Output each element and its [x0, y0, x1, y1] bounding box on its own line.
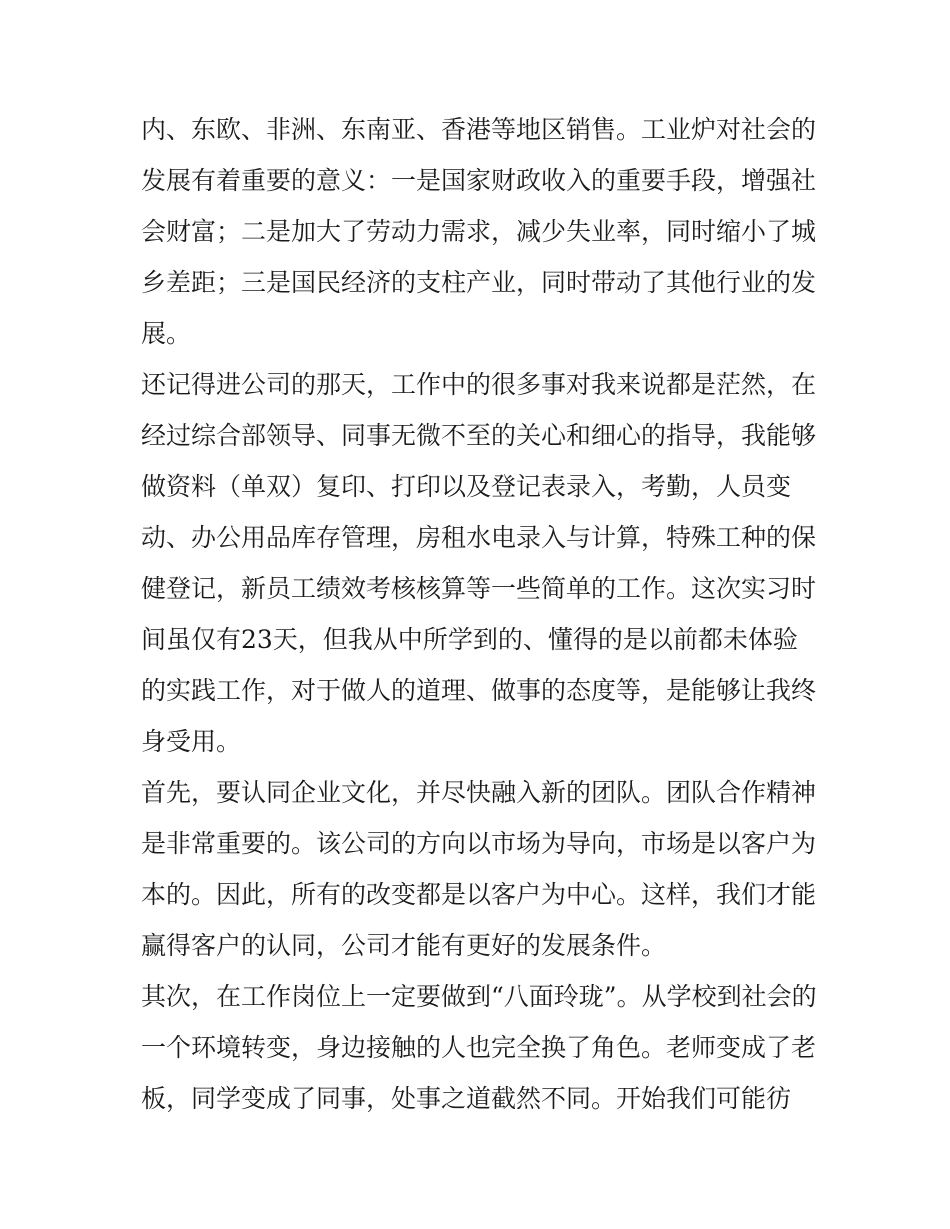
paragraph-4 [141, 971, 821, 1124]
document-body [141, 104, 821, 1124]
text-line: 身受用。 [141, 727, 242, 756]
text-line: 首先，要认同企业文化，并尽快融入新的团队。团队合作精神 [141, 778, 817, 807]
text-line: 会财富；二是加大了劳动力需求，减少失业率，同时缩小了城 [141, 217, 817, 246]
text-line: 发展有着重要的意义：一是国家财政收入的重要手段，增强社 [141, 166, 817, 195]
text-line: 经过综合部领导、同事无微不至的关心和细心的指导，我能够 [141, 421, 817, 450]
paragraph-2 [141, 359, 821, 767]
text-line: 的实践工作，对于做人的道理、做事的态度等，是能够让我终 [141, 676, 817, 705]
text-line: 是非常重要的。该公司的方向以市场为导向，市场是以客户为 [141, 829, 817, 858]
text-line: 乡差距；三是国民经济的支柱产业，同时带动了其他行业的发 [141, 268, 817, 297]
text-line: 动、办公用品库存管理，房租水电录入与计算，特殊工种的保 [141, 523, 817, 552]
text-line: 健登记，新员工绩效考核核算等一些简单的工作。这次实习时 [141, 574, 817, 603]
paragraph-1 [141, 104, 821, 359]
text-line: 赢得客户的认同，公司才能有更好的发展条件。 [141, 931, 667, 960]
text-line: 其次，在工作岗位上一定要做到“八面玲珑”。从学校到社会的 [141, 982, 817, 1011]
text-line: 一个环境转变，身边接触的人也完全换了角色。老师变成了老 [141, 1033, 817, 1062]
text-line: 间虽仅有23天，但我从中所学到的、懂得的是以前都未体验 [141, 625, 798, 654]
text-line: 板，同学变成了同事，处事之道截然不同。开始我们可能彷 [141, 1084, 792, 1113]
text-line: 展。 [141, 319, 192, 348]
text-line: 还记得进公司的那天，工作中的很多事对我来说都是茫然，在 [141, 370, 817, 399]
paragraph-3 [141, 767, 821, 971]
text-line: 内、东欧、非洲、东南亚、香港等地区销售。工业炉对社会的 [141, 115, 817, 144]
text-line: 本的。因此，所有的改变都是以客户为中心。这样，我们才能 [141, 880, 817, 909]
text-line: 做资料（单双）复印、打印以及登记表录入，考勤，人员变 [141, 472, 792, 501]
